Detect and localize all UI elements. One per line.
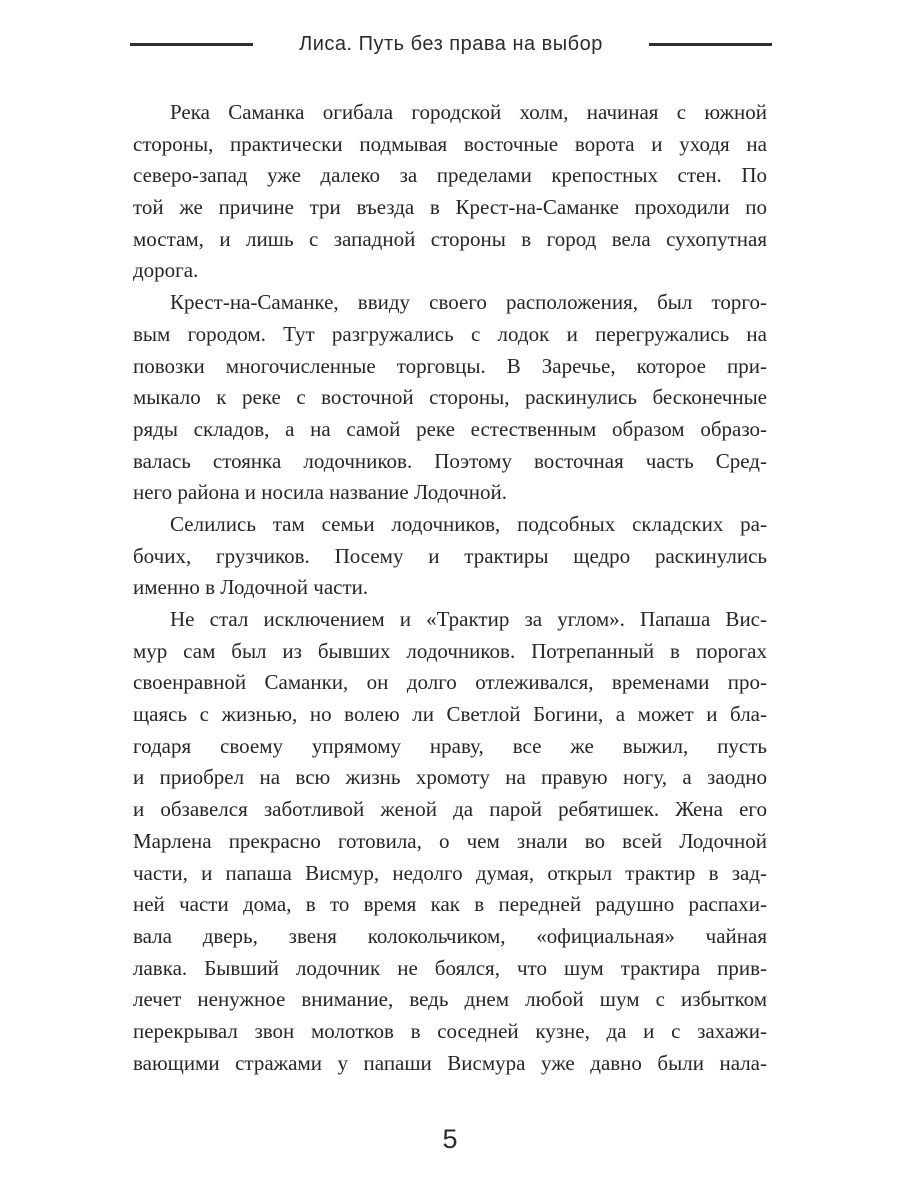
text-line: и приобрел на всю жизнь хромоту на правую ногу, а заодно bbox=[133, 765, 767, 790]
text-line: лавка. Бывший лодочник не боялся, что шум трактира прив- bbox=[133, 955, 767, 980]
text-line: повозки многочисленные торговцы. В Заречье, которое при- bbox=[133, 353, 767, 378]
page-header bbox=[130, 30, 772, 58]
text-line: дорога. bbox=[133, 258, 199, 283]
text-line: ряды складов, а на самой реке естественным образом образо- bbox=[133, 416, 767, 441]
text-line: вым городом. Тут разгружались с лодок и перегружались на bbox=[133, 321, 767, 346]
page-text bbox=[133, 97, 767, 1079]
text-line: лечет ненужное внимание, ведь днем любой шум с избытком bbox=[133, 987, 767, 1012]
text-line: той же причине три въезда в Крест-на-Саманке проходили по bbox=[133, 195, 767, 220]
text-line: бочих, грузчиков. Посему и трактиры щедро раскинулись bbox=[133, 543, 767, 568]
text-line: него района и носила название Лодочной. bbox=[133, 480, 508, 505]
text-line: щаясь с жизнью, но волею ли Светлой Богини, а может и бла- bbox=[133, 702, 767, 727]
text-line: Селились там семьи лодочников, подсобных складских ра- bbox=[170, 511, 767, 536]
text-line: Река Саманка огибала городской холм, начиная с южной bbox=[170, 100, 767, 124]
page-number: 5 bbox=[442, 1124, 458, 1154]
text-line: мыкало к реке с восточной стороны, раскинулись бесконечные bbox=[133, 385, 767, 410]
text-line: мостам, и лишь с западной стороны в город вела сухопутная bbox=[133, 226, 767, 251]
header-rule-left bbox=[130, 43, 253, 46]
text-line: мур сам был из бывших лодочников. Потрепанный в порогах bbox=[133, 638, 767, 663]
text-line: валась стоянка лодочников. Поэтому восточная часть Сред- bbox=[133, 448, 767, 473]
text-line: своенравной Саманки, он долго отлеживался, временами про- bbox=[133, 670, 767, 695]
text-line: ней части дома, в то время как в передней радушно распахи- bbox=[133, 892, 767, 917]
running-title: Лиса. Путь без права на выбор bbox=[299, 32, 603, 55]
text-line: перекрывал звон молотков в соседней кузне, да и с захажи- bbox=[133, 1018, 767, 1043]
text-line: и обзавелся заботливой женой да парой ребятишек. Жена его bbox=[133, 797, 767, 822]
text-line: годаря своему упрямому нраву, все же выжил, пусть bbox=[133, 733, 767, 758]
text-line: части, и папаша Висмур, недолго думая, открыл трактир в зад- bbox=[133, 860, 767, 885]
text-line: именно в Лодочной части. bbox=[133, 575, 369, 600]
text-line: Марлена прекрасно готовила, о чем знали во всей Лодочной bbox=[133, 828, 767, 853]
text-line: северо-запад уже далеко за пределами крепостных стен. По bbox=[133, 163, 767, 188]
header-rule-right bbox=[649, 43, 772, 46]
text-line: стороны, практически подмывая восточные ворота и уходя на bbox=[133, 131, 767, 156]
text-line: Не стал исключением и «Трактир за углом». Папаша Вис- bbox=[170, 607, 767, 631]
text-line: вала дверь, звеня колокольчиком, «официальная» чайная bbox=[133, 923, 767, 948]
text-line: Крест-на-Саманке, ввиду своего расположения, был торго- bbox=[170, 290, 767, 315]
text-line: вающими стражами у папаши Висмура уже давно были нала- bbox=[133, 1050, 767, 1075]
page-footer bbox=[0, 1124, 900, 1155]
